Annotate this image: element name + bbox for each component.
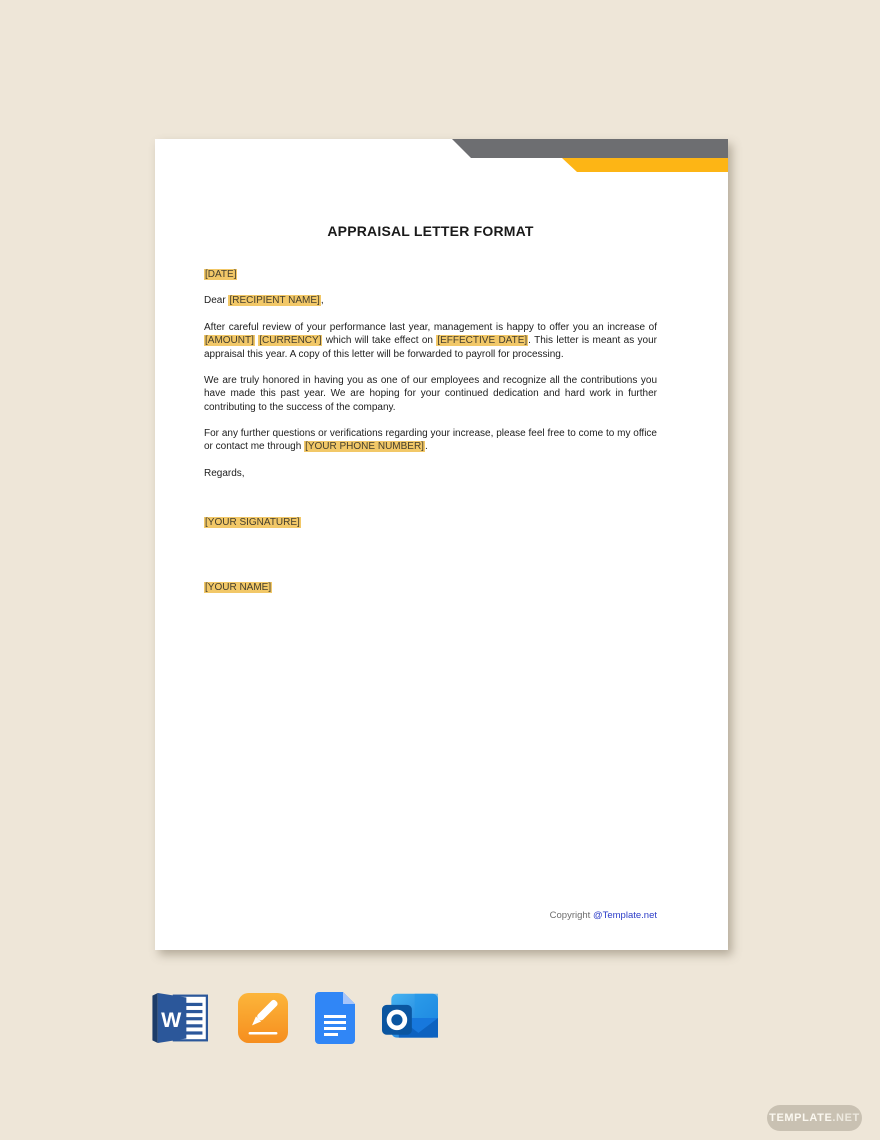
template-net-link[interactable]: @Template.net: [592, 910, 657, 921]
badge-brand-bold: TEMPLATE: [769, 1112, 833, 1124]
paragraph-appreciation: We are truly honored in having you as one of our employees and recognize all the contributions you have made this past year. We are hoping for your continued dedication and hard work in further contributing to the success of the company.: [204, 375, 657, 413]
svg-text:W: W: [161, 1007, 182, 1032]
date-line: [204, 268, 657, 281]
header-gray-bar: [452, 139, 728, 158]
paragraph-contact-period: .: [424, 441, 428, 453]
recipient-name-placeholder: [RECIPIENT NAME]: [229, 295, 320, 306]
date-placeholder: [DATE]: [205, 269, 237, 280]
badge-brand-rest: .NET: [832, 1112, 860, 1124]
amount-placeholder: [AMOUNT]: [205, 335, 254, 347]
file-format-icons-row: [152, 991, 452, 1045]
letter-page: [155, 139, 728, 950]
salutation-prefix: Dear: [204, 295, 229, 306]
apple-pages-icon[interactable]: [238, 993, 288, 1043]
paragraph-offer: [204, 321, 657, 361]
signature-line: [204, 516, 657, 529]
copyright-line: [550, 910, 657, 921]
copyright-text: Copyright: [549, 910, 593, 921]
paragraph-contact: [204, 427, 657, 454]
signature-placeholder: [YOUR SIGNATURE]: [205, 517, 300, 528]
google-docs-icon[interactable]: [314, 992, 356, 1044]
microsoft-word-icon[interactable]: [152, 993, 210, 1043]
effective-date-placeholder: [EFFECTIVE DATE]: [437, 335, 528, 347]
phone-number-placeholder: [YOUR PHONE NUMBER]: [305, 441, 424, 453]
microsoft-outlook-icon[interactable]: [382, 993, 438, 1043]
salutation-suffix: ,: [320, 295, 324, 306]
header-yellow-bar: [562, 158, 728, 172]
currency-placeholder: [CURRENCY]: [259, 335, 322, 347]
paragraph-contact-text: For any further questions or verifications regarding your increase, please feel free to come to my office or contact me through: [204, 428, 657, 453]
paragraph-offer-text-2: which will take effect on: [322, 335, 437, 347]
letter-title: APPRAISAL LETTER FORMAT: [327, 223, 534, 239]
paragraph-offer-text-1: After careful review of your performance last year, management is happy to offer you an increase of: [204, 322, 657, 333]
sender-name-line: [204, 581, 657, 594]
closing-line: Regards,: [204, 468, 245, 479]
template-net-watermark-badge: [767, 1105, 862, 1131]
paragraph-offer-text-3: . This letter is meant as your appraisal this year. A copy of this letter will be forwarded to payroll for processing.: [204, 335, 658, 360]
sender-name-placeholder: [YOUR NAME]: [205, 582, 272, 593]
salutation-line: [204, 294, 657, 307]
